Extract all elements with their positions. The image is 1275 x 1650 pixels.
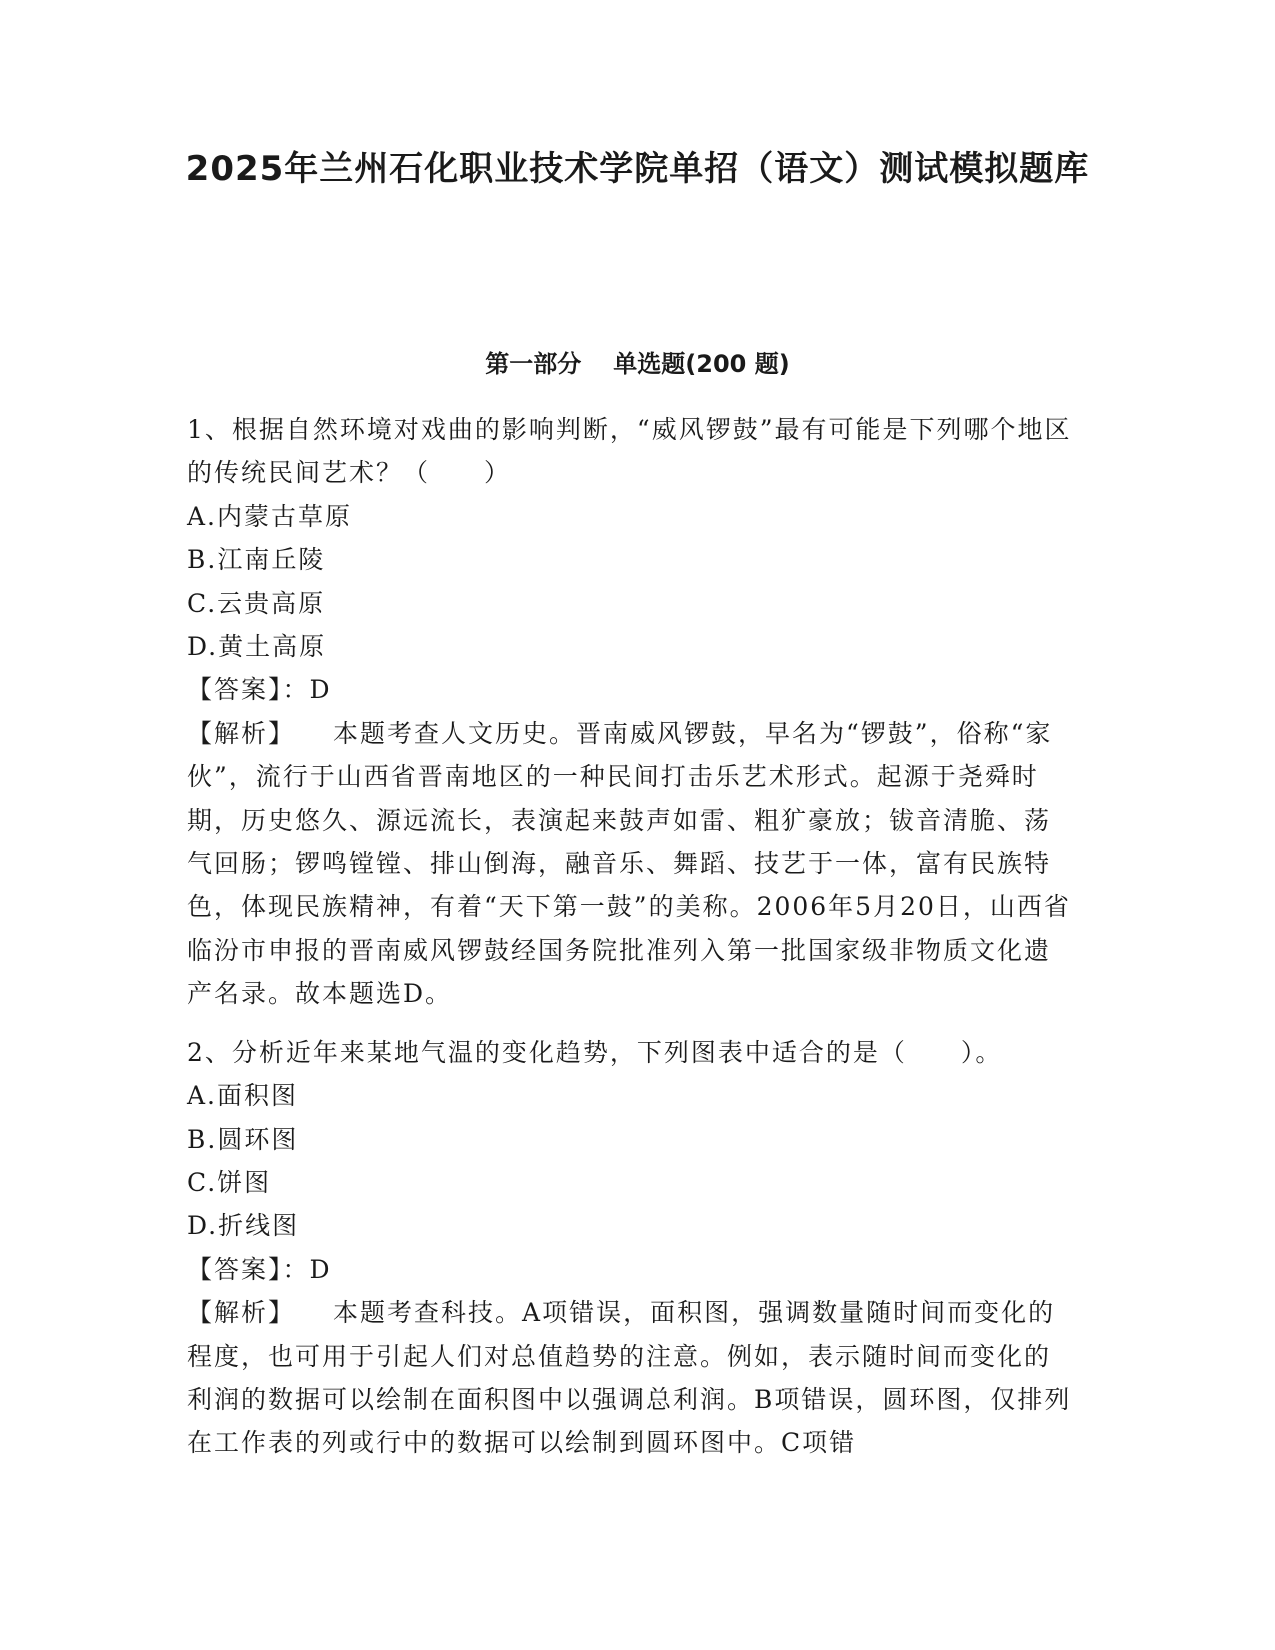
option-b: B.圆环图 (187, 1124, 299, 1154)
answer-line (187, 668, 1077, 711)
answer-line (187, 1248, 1077, 1291)
question-list (187, 408, 1077, 1465)
answer-value: D (309, 675, 332, 705)
answer-value: D (309, 1254, 332, 1284)
option-a: A.内蒙古草原 (187, 501, 353, 531)
option-b: B.江南丘陵 (187, 545, 326, 575)
option-c: C.云贵高原 (187, 588, 326, 618)
option-d: D.黄土高原 (187, 632, 327, 662)
section-part: 第一部分 (485, 350, 582, 378)
option-c: C.饼图 (187, 1167, 272, 1197)
analysis-text: 本题考查人文历史。晋南威风锣鼓，早名为“锣鼓”，俗称“家伙”，流行于山西省晋南地区的一种民间打击乐艺术形式。起源于尧舜时期，历史悠久、源远流长，表演起来鼓声如雷、粗犷豪放；钹音清脆、荡气回肠；锣鸣镗镗、排山倒海，融音乐、舞蹈、技艺于一体，富有民族特色，体现民族精神，有着“天下第一鼓”的美称。2006年5月20日，山西省临汾市申报的晋南威风锣鼓经国务院批准列入第一批国家级非物质文化遗产名录。故本题选D。 (187, 718, 1071, 1009)
answer-label: 【答案】： (187, 675, 310, 705)
document-title: 2025年兰州石化职业技术学院单招（语文）测试模拟题库 (185, 149, 1090, 189)
section-heading (0, 348, 1275, 380)
analysis-label: 【解析】 (187, 1298, 296, 1328)
question-stem: 2、分析近年来某地气温的变化趋势，下列图表中适合的是（ ）。 (187, 1037, 1003, 1067)
option-d: D.折线图 (187, 1211, 300, 1241)
analysis-text: 本题考查科技。A项错误，面积图，强调数量随时间而变化的程度，也可用于引起人们对总值趋势的注意。例如，表示随时间而变化的利润的数据可以绘制在面积图中以强调总利润。B项错误，圆环图，仅排列在工作表的列或行中的数据可以绘制到圆环图中。C项错 (187, 1298, 1072, 1458)
question-stem: 1、根据自然环境对戏曲的影响判断，“威风锣鼓”最有可能是下列哪个地区的传统民间艺术？（ ） (187, 415, 1072, 488)
question-item (187, 1031, 1077, 1465)
analysis-paragraph (187, 1291, 1077, 1465)
question-item (187, 408, 1077, 1016)
analysis-label: 【解析】 (187, 718, 296, 748)
option-a: A.面积图 (187, 1081, 299, 1111)
analysis-paragraph (187, 712, 1077, 1016)
section-name: 单选题(200 题) (613, 350, 790, 378)
answer-label: 【答案】： (187, 1254, 310, 1284)
